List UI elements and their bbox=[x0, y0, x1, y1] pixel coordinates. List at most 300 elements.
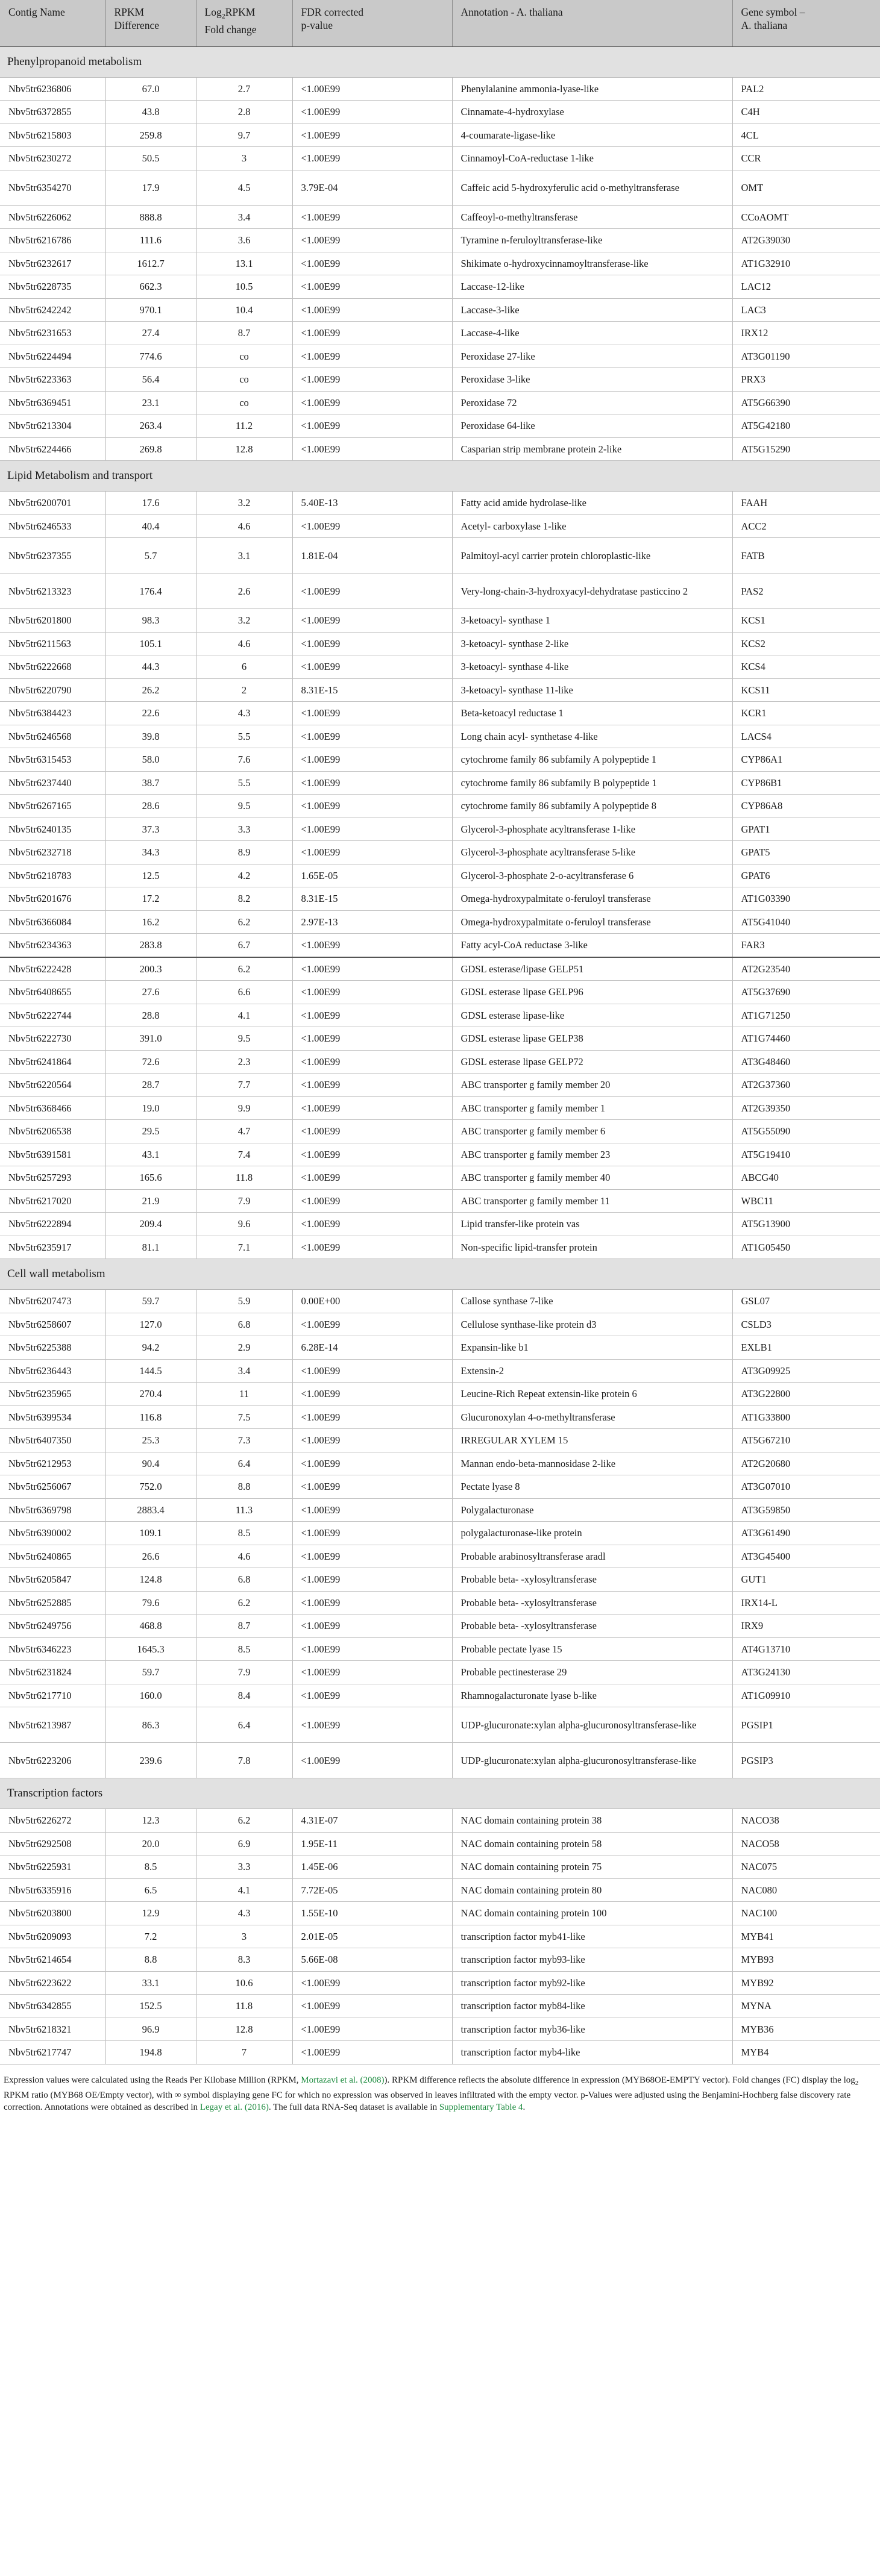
cell-rpkm-difference: 774.6 bbox=[105, 345, 196, 368]
cell-annotation: Non-specific lipid-transfer protein bbox=[452, 1236, 732, 1259]
cell-annotation: Probable beta- -xylosyltransferase bbox=[452, 1591, 732, 1615]
cell-contig-name: Nbv5tr6231824 bbox=[0, 1661, 105, 1684]
cell-rpkm-difference: 160.0 bbox=[105, 1684, 196, 1707]
section-title: Transcription factors bbox=[0, 1778, 880, 1809]
cell-contig-name: Nbv5tr6214654 bbox=[0, 1948, 105, 1972]
cell-contig-name: Nbv5tr6222730 bbox=[0, 1027, 105, 1051]
cell-annotation: cytochrome family 86 subfamily A polypeptide 1 bbox=[452, 748, 732, 772]
table-row bbox=[0, 1878, 880, 1902]
table-row bbox=[0, 1591, 880, 1615]
cell-fdr-pvalue: <1.00E99 bbox=[292, 101, 452, 124]
table-footnote: Expression values were calculated using the Reads Per Kilobase Million (RPKM, Mortazavi et al. (2008)). RPKM difference reflects the absolute difference in expression (MYB68OE-EMPTY vector). Fold changes (FC) display the $\log_2$ RPKM ratio (MYB68 OE/Empty vector), with ∞ symbol displaying gene FC for which no expression was observed in leaves infiltrated with the empty vector. p-Values were adjusted using the Benjamini-Hochberg false discovery rate correction. Annotations were obtained as described in Legay et al. (2016). The full data RNA-Seq dataset is available in Supplementary Table 4. bbox=[4, 2075, 859, 2112]
cell-contig-name: Nbv5tr6235965 bbox=[0, 1383, 105, 1406]
table-row bbox=[0, 1213, 880, 1236]
cell-rpkm-difference: 38.7 bbox=[105, 771, 196, 795]
cell-rpkm-difference: 28.7 bbox=[105, 1074, 196, 1097]
cell-fold-change: 7.9 bbox=[196, 1189, 292, 1213]
supplementary-table-link[interactable]: Supplementary Table 4 bbox=[439, 2102, 523, 2112]
cell-contig-name: Nbv5tr6240135 bbox=[0, 818, 105, 841]
cell-fold-change: 6 bbox=[196, 655, 292, 679]
cell-fdr-pvalue: <1.00E99 bbox=[292, 1995, 452, 2018]
cell-fdr-pvalue: <1.00E99 bbox=[292, 1027, 452, 1051]
cell-contig-name: Nbv5tr6217747 bbox=[0, 2041, 105, 2065]
cell-contig-name: Nbv5tr6212953 bbox=[0, 1452, 105, 1475]
cell-fold-change: 2.7 bbox=[196, 77, 292, 101]
table-row bbox=[0, 1743, 880, 1778]
cell-rpkm-difference: 56.4 bbox=[105, 368, 196, 392]
cell-fold-change: 6.4 bbox=[196, 1707, 292, 1743]
cell-fdr-pvalue: <1.00E99 bbox=[292, 1143, 452, 1166]
cell-rpkm-difference: 40.4 bbox=[105, 514, 196, 538]
cell-gene-symbol: NACO38 bbox=[732, 1809, 880, 1833]
cell-rpkm-difference: 44.3 bbox=[105, 655, 196, 679]
table-row bbox=[0, 771, 880, 795]
cell-contig-name: Nbv5tr6369798 bbox=[0, 1498, 105, 1522]
cell-annotation: Peroxidase 64-like bbox=[452, 414, 732, 438]
cell-fold-change: co bbox=[196, 345, 292, 368]
cell-fold-change: 4.3 bbox=[196, 702, 292, 725]
cell-annotation: Glucuronoxylan 4-o-methyltransferase bbox=[452, 1405, 732, 1429]
cell-gene-symbol: CCR bbox=[732, 147, 880, 170]
cell-annotation: GDSL esterase lipase GELP38 bbox=[452, 1027, 732, 1051]
cell-fdr-pvalue: <1.00E99 bbox=[292, 702, 452, 725]
header-contig-name: Contig Name bbox=[0, 0, 105, 46]
ref-legay-link[interactable]: Legay et al. (2016) bbox=[200, 2102, 269, 2112]
table-row bbox=[0, 1615, 880, 1638]
cell-fdr-pvalue: 2.97E-13 bbox=[292, 910, 452, 934]
cell-contig-name: Nbv5tr6207473 bbox=[0, 1290, 105, 1313]
table-row bbox=[0, 1925, 880, 1948]
cell-annotation: Probable pectate lyase 15 bbox=[452, 1637, 732, 1661]
cell-fold-change: 8.7 bbox=[196, 322, 292, 345]
cell-contig-name: Nbv5tr6223622 bbox=[0, 1971, 105, 1995]
cell-rpkm-difference: 43.1 bbox=[105, 1143, 196, 1166]
cell-gene-symbol: GUT1 bbox=[732, 1568, 880, 1592]
cell-annotation: Pectate lyase 8 bbox=[452, 1475, 732, 1499]
cell-annotation: Probable beta- -xylosyltransferase bbox=[452, 1615, 732, 1638]
cell-fdr-pvalue: <1.00E99 bbox=[292, 725, 452, 748]
cell-contig-name: Nbv5tr6390002 bbox=[0, 1522, 105, 1545]
cell-annotation: transcription factor myb36-like bbox=[452, 2018, 732, 2041]
cell-contig-name: Nbv5tr6225388 bbox=[0, 1336, 105, 1360]
cell-rpkm-difference: 50.5 bbox=[105, 147, 196, 170]
cell-gene-symbol: AT1G33800 bbox=[732, 1405, 880, 1429]
table-row bbox=[0, 147, 880, 170]
table-row bbox=[0, 1545, 880, 1568]
cell-rpkm-difference: 17.9 bbox=[105, 170, 196, 205]
cell-contig-name: Nbv5tr6217710 bbox=[0, 1684, 105, 1707]
cell-fold-change: 6.2 bbox=[196, 957, 292, 981]
cell-annotation: Very-long-chain-3-hydroxyacyl-dehydratase pasticcino 2 bbox=[452, 574, 732, 609]
cell-annotation: Callose synthase 7-like bbox=[452, 1290, 732, 1313]
cell-rpkm-difference: 59.7 bbox=[105, 1661, 196, 1684]
section-header bbox=[0, 1778, 880, 1809]
cell-fold-change: 6.2 bbox=[196, 1809, 292, 1833]
ref-mortazavi-link[interactable]: Mortazavi et al. (2008) bbox=[301, 2075, 385, 2085]
cell-annotation: 3-ketoacyl- synthase 1 bbox=[452, 609, 732, 633]
cell-rpkm-difference: 20.0 bbox=[105, 1832, 196, 1855]
cell-contig-name: Nbv5tr6213304 bbox=[0, 414, 105, 438]
table-row bbox=[0, 1637, 880, 1661]
cell-fdr-pvalue: <1.00E99 bbox=[292, 1166, 452, 1190]
cell-gene-symbol: GPAT6 bbox=[732, 864, 880, 887]
cell-annotation: 3-ketoacyl- synthase 4-like bbox=[452, 655, 732, 679]
cell-fdr-pvalue: 4.31E-07 bbox=[292, 1809, 452, 1833]
cell-fold-change: 7.4 bbox=[196, 1143, 292, 1166]
cell-fold-change: 10.4 bbox=[196, 298, 292, 322]
cell-rpkm-difference: 28.8 bbox=[105, 1004, 196, 1027]
cell-rpkm-difference: 662.3 bbox=[105, 275, 196, 299]
cell-rpkm-difference: 12.3 bbox=[105, 1809, 196, 1833]
table-row bbox=[0, 1995, 880, 2018]
table-row bbox=[0, 1166, 880, 1190]
cell-fdr-pvalue: <1.00E99 bbox=[292, 1522, 452, 1545]
cell-fdr-pvalue: <1.00E99 bbox=[292, 123, 452, 147]
cell-contig-name: Nbv5tr6220564 bbox=[0, 1074, 105, 1097]
cell-annotation: Acetyl- carboxylase 1-like bbox=[452, 514, 732, 538]
cell-contig-name: Nbv5tr6234363 bbox=[0, 934, 105, 957]
cell-rpkm-difference: 17.2 bbox=[105, 887, 196, 911]
table-header bbox=[0, 0, 880, 46]
table-row bbox=[0, 655, 880, 679]
cell-fdr-pvalue: <1.00E99 bbox=[292, 147, 452, 170]
cell-fold-change: 8.5 bbox=[196, 1637, 292, 1661]
cell-fold-change: 6.7 bbox=[196, 934, 292, 957]
cell-rpkm-difference: 29.5 bbox=[105, 1120, 196, 1143]
cell-rpkm-difference: 263.4 bbox=[105, 414, 196, 438]
cell-contig-name: Nbv5tr6215803 bbox=[0, 123, 105, 147]
cell-annotation: NAC domain containing protein 75 bbox=[452, 1855, 732, 1879]
cell-gene-symbol: IRX9 bbox=[732, 1615, 880, 1638]
cell-fold-change: 2.6 bbox=[196, 574, 292, 609]
cell-annotation: Glycerol-3-phosphate 2-o-acyltransferase 6 bbox=[452, 864, 732, 887]
cell-contig-name: Nbv5tr6224466 bbox=[0, 437, 105, 461]
cell-fold-change: 3.6 bbox=[196, 229, 292, 252]
cell-fdr-pvalue: <1.00E99 bbox=[292, 1545, 452, 1568]
cell-annotation: transcription factor myb41-like bbox=[452, 1925, 732, 1948]
cell-gene-symbol: CSLD3 bbox=[732, 1313, 880, 1336]
section-header bbox=[0, 46, 880, 77]
table-row bbox=[0, 368, 880, 392]
cell-contig-name: Nbv5tr6211563 bbox=[0, 632, 105, 655]
cell-fold-change: 6.9 bbox=[196, 1832, 292, 1855]
cell-rpkm-difference: 176.4 bbox=[105, 574, 196, 609]
cell-rpkm-difference: 22.6 bbox=[105, 702, 196, 725]
cell-gene-symbol: KCR1 bbox=[732, 702, 880, 725]
cell-fold-change: 6.4 bbox=[196, 1452, 292, 1475]
table-row bbox=[0, 818, 880, 841]
cell-fold-change: 12.8 bbox=[196, 437, 292, 461]
cell-contig-name: Nbv5tr6225931 bbox=[0, 1855, 105, 1879]
cell-fold-change: 12.8 bbox=[196, 2018, 292, 2041]
cell-gene-symbol: PRX3 bbox=[732, 368, 880, 392]
cell-fdr-pvalue: <1.00E99 bbox=[292, 414, 452, 438]
cell-contig-name: Nbv5tr6222668 bbox=[0, 655, 105, 679]
cell-annotation: polygalacturonase-like protein bbox=[452, 1522, 732, 1545]
cell-annotation: 3-ketoacyl- synthase 11-like bbox=[452, 678, 732, 702]
cell-fdr-pvalue: <1.00E99 bbox=[292, 1637, 452, 1661]
cell-annotation: Palmitoyl-acyl carrier protein chloroplastic-like bbox=[452, 538, 732, 574]
cell-fdr-pvalue: 7.72E-05 bbox=[292, 1878, 452, 1902]
cell-rpkm-difference: 105.1 bbox=[105, 632, 196, 655]
table-row bbox=[0, 205, 880, 229]
cell-gene-symbol: AT3G45400 bbox=[732, 1545, 880, 1568]
cell-rpkm-difference: 109.1 bbox=[105, 1522, 196, 1545]
cell-contig-name: Nbv5tr6408655 bbox=[0, 981, 105, 1004]
cell-fold-change: 8.2 bbox=[196, 887, 292, 911]
cell-annotation: Probable pectinesterase 29 bbox=[452, 1661, 732, 1684]
cell-contig-name: Nbv5tr6252885 bbox=[0, 1591, 105, 1615]
cell-contig-name: Nbv5tr6368466 bbox=[0, 1096, 105, 1120]
cell-rpkm-difference: 752.0 bbox=[105, 1475, 196, 1499]
cell-fdr-pvalue: 5.40E-13 bbox=[292, 492, 452, 515]
cell-rpkm-difference: 37.3 bbox=[105, 818, 196, 841]
cell-fold-change: 7.9 bbox=[196, 1661, 292, 1684]
cell-rpkm-difference: 111.6 bbox=[105, 229, 196, 252]
cell-rpkm-difference: 39.8 bbox=[105, 725, 196, 748]
table-row bbox=[0, 1498, 880, 1522]
cell-fold-change: 9.6 bbox=[196, 1213, 292, 1236]
cell-gene-symbol: CYP86A1 bbox=[732, 748, 880, 772]
cell-gene-symbol: AT2G39030 bbox=[732, 229, 880, 252]
cell-contig-name: Nbv5tr6354270 bbox=[0, 170, 105, 205]
cell-contig-name: Nbv5tr6216786 bbox=[0, 229, 105, 252]
cell-gene-symbol: GPAT5 bbox=[732, 841, 880, 864]
cell-fdr-pvalue: 6.28E-14 bbox=[292, 1336, 452, 1360]
cell-gene-symbol: NAC075 bbox=[732, 1855, 880, 1879]
cell-contig-name: Nbv5tr6235917 bbox=[0, 1236, 105, 1259]
cell-rpkm-difference: 86.3 bbox=[105, 1707, 196, 1743]
cell-annotation: Expansin-like b1 bbox=[452, 1336, 732, 1360]
cell-annotation: Laccase-3-like bbox=[452, 298, 732, 322]
cell-gene-symbol: AT1G09910 bbox=[732, 1684, 880, 1707]
cell-fdr-pvalue: <1.00E99 bbox=[292, 1475, 452, 1499]
cell-fdr-pvalue: <1.00E99 bbox=[292, 1236, 452, 1259]
cell-contig-name: Nbv5tr6246568 bbox=[0, 725, 105, 748]
cell-fdr-pvalue: <1.00E99 bbox=[292, 771, 452, 795]
cell-contig-name: Nbv5tr6384423 bbox=[0, 702, 105, 725]
cell-contig-name: Nbv5tr6205847 bbox=[0, 1568, 105, 1592]
section-title: Cell wall metabolism bbox=[0, 1259, 880, 1290]
cell-annotation: Probable beta- -xylosyltransferase bbox=[452, 1568, 732, 1592]
cell-fdr-pvalue: <1.00E99 bbox=[292, 818, 452, 841]
cell-annotation: Phenylalanine ammonia-lyase-like bbox=[452, 77, 732, 101]
cell-gene-symbol: CCoAOMT bbox=[732, 205, 880, 229]
cell-fold-change: 3.4 bbox=[196, 1359, 292, 1383]
cell-fdr-pvalue: <1.00E99 bbox=[292, 1313, 452, 1336]
cell-gene-symbol: WBC11 bbox=[732, 1189, 880, 1213]
cell-fold-change: 3.2 bbox=[196, 492, 292, 515]
cell-annotation: ABC transporter g family member 6 bbox=[452, 1120, 732, 1143]
cell-fold-change: 7.5 bbox=[196, 1405, 292, 1429]
cell-fdr-pvalue: <1.00E99 bbox=[292, 77, 452, 101]
cell-rpkm-difference: 124.8 bbox=[105, 1568, 196, 1592]
table-row bbox=[0, 101, 880, 124]
cell-fdr-pvalue: <1.00E99 bbox=[292, 1050, 452, 1074]
cell-rpkm-difference: 19.0 bbox=[105, 1096, 196, 1120]
cell-rpkm-difference: 27.6 bbox=[105, 981, 196, 1004]
cell-fold-change: 7.3 bbox=[196, 1429, 292, 1452]
cell-gene-symbol: KCS11 bbox=[732, 678, 880, 702]
table-row bbox=[0, 1832, 880, 1855]
cell-rpkm-difference: 34.3 bbox=[105, 841, 196, 864]
cell-rpkm-difference: 152.5 bbox=[105, 1995, 196, 2018]
cell-fdr-pvalue: 1.65E-05 bbox=[292, 864, 452, 887]
cell-fold-change: co bbox=[196, 368, 292, 392]
cell-gene-symbol: AT5G19410 bbox=[732, 1143, 880, 1166]
cell-contig-name: Nbv5tr6335916 bbox=[0, 1878, 105, 1902]
cell-annotation: Glycerol-3-phosphate acyltransferase 5-like bbox=[452, 841, 732, 864]
table-row bbox=[0, 1074, 880, 1097]
cell-annotation: IRREGULAR XYLEM 15 bbox=[452, 1429, 732, 1452]
table-row bbox=[0, 574, 880, 609]
cell-fold-change: 11.2 bbox=[196, 414, 292, 438]
cell-fold-change: 8.5 bbox=[196, 1522, 292, 1545]
cell-contig-name: Nbv5tr6222744 bbox=[0, 1004, 105, 1027]
cell-fdr-pvalue: 5.66E-08 bbox=[292, 1948, 452, 1972]
cell-gene-symbol: PAS2 bbox=[732, 574, 880, 609]
cell-fold-change: 11.8 bbox=[196, 1995, 292, 2018]
cell-rpkm-difference: 12.9 bbox=[105, 1902, 196, 1925]
cell-contig-name: Nbv5tr6241864 bbox=[0, 1050, 105, 1074]
cell-fold-change: 8.8 bbox=[196, 1475, 292, 1499]
cell-contig-name: Nbv5tr6209093 bbox=[0, 1925, 105, 1948]
cell-rpkm-difference: 23.1 bbox=[105, 391, 196, 414]
cell-fdr-pvalue: <1.00E99 bbox=[292, 229, 452, 252]
cell-fold-change: 2 bbox=[196, 678, 292, 702]
table-row bbox=[0, 322, 880, 345]
cell-contig-name: Nbv5tr6267165 bbox=[0, 795, 105, 818]
table-row bbox=[0, 632, 880, 655]
cell-gene-symbol: AT1G71250 bbox=[732, 1004, 880, 1027]
cell-gene-symbol: C4H bbox=[732, 101, 880, 124]
table-row bbox=[0, 887, 880, 911]
cell-fold-change: 3 bbox=[196, 147, 292, 170]
cell-fdr-pvalue: <1.00E99 bbox=[292, 1383, 452, 1406]
cell-contig-name: Nbv5tr6258607 bbox=[0, 1313, 105, 1336]
cell-gene-symbol: AT3G59850 bbox=[732, 1498, 880, 1522]
table-row bbox=[0, 981, 880, 1004]
cell-fold-change: 4.7 bbox=[196, 1120, 292, 1143]
cell-annotation: Caffeoyl-o-methyltransferase bbox=[452, 205, 732, 229]
table-row bbox=[0, 1383, 880, 1406]
cell-annotation: Beta-ketoacyl reductase 1 bbox=[452, 702, 732, 725]
cell-gene-symbol: OMT bbox=[732, 170, 880, 205]
cell-fold-change: 9.7 bbox=[196, 123, 292, 147]
cell-contig-name: Nbv5tr6240865 bbox=[0, 1545, 105, 1568]
cell-contig-name: Nbv5tr6366084 bbox=[0, 910, 105, 934]
cell-fold-change: 2.9 bbox=[196, 1336, 292, 1360]
cell-contig-name: Nbv5tr6346223 bbox=[0, 1637, 105, 1661]
section-header bbox=[0, 461, 880, 492]
cell-annotation: transcription factor myb92-like bbox=[452, 1971, 732, 1995]
table-body bbox=[0, 46, 880, 2064]
table-row bbox=[0, 1661, 880, 1684]
cell-rpkm-difference: 127.0 bbox=[105, 1313, 196, 1336]
cell-rpkm-difference: 67.0 bbox=[105, 77, 196, 101]
cell-rpkm-difference: 468.8 bbox=[105, 1615, 196, 1638]
cell-fold-change: 11 bbox=[196, 1383, 292, 1406]
cell-gene-symbol: AT3G48460 bbox=[732, 1050, 880, 1074]
cell-rpkm-difference: 144.5 bbox=[105, 1359, 196, 1383]
cell-fdr-pvalue: <1.00E99 bbox=[292, 1359, 452, 1383]
cell-fold-change: 7.7 bbox=[196, 1074, 292, 1097]
cell-fdr-pvalue: <1.00E99 bbox=[292, 275, 452, 299]
cell-rpkm-difference: 200.3 bbox=[105, 957, 196, 981]
cell-annotation: Tyramine n-feruloyltransferase-like bbox=[452, 229, 732, 252]
cell-fdr-pvalue: <1.00E99 bbox=[292, 934, 452, 957]
cell-fold-change: 4.6 bbox=[196, 514, 292, 538]
cell-fdr-pvalue: <1.00E99 bbox=[292, 748, 452, 772]
cell-gene-symbol: MYB36 bbox=[732, 2018, 880, 2041]
cell-fdr-pvalue: <1.00E99 bbox=[292, 1971, 452, 1995]
cell-rpkm-difference: 6.5 bbox=[105, 1878, 196, 1902]
cell-fdr-pvalue: <1.00E99 bbox=[292, 2041, 452, 2065]
cell-rpkm-difference: 8.8 bbox=[105, 1948, 196, 1972]
cell-annotation: Laccase-4-like bbox=[452, 322, 732, 345]
cell-fdr-pvalue: <1.00E99 bbox=[292, 298, 452, 322]
cell-rpkm-difference: 79.6 bbox=[105, 1591, 196, 1615]
table-row bbox=[0, 1522, 880, 1545]
cell-fdr-pvalue: <1.00E99 bbox=[292, 2018, 452, 2041]
header-fdr-pvalue: FDR corrected p-value bbox=[292, 0, 452, 46]
cell-gene-symbol: AT5G37690 bbox=[732, 981, 880, 1004]
cell-gene-symbol: LACS4 bbox=[732, 725, 880, 748]
cell-fold-change: 3.4 bbox=[196, 205, 292, 229]
cell-annotation: UDP-glucuronate:xylan alpha-glucuronosyltransferase-like bbox=[452, 1707, 732, 1743]
cell-rpkm-difference: 2883.4 bbox=[105, 1498, 196, 1522]
cell-contig-name: Nbv5tr6223206 bbox=[0, 1743, 105, 1778]
cell-gene-symbol: KCS2 bbox=[732, 632, 880, 655]
cell-fdr-pvalue: <1.00E99 bbox=[292, 1405, 452, 1429]
cell-contig-name: Nbv5tr6220790 bbox=[0, 678, 105, 702]
cell-rpkm-difference: 26.6 bbox=[105, 1545, 196, 1568]
cell-fold-change: 6.8 bbox=[196, 1568, 292, 1592]
cell-contig-name: Nbv5tr6223363 bbox=[0, 368, 105, 392]
cell-fold-change: 2.3 bbox=[196, 1050, 292, 1074]
cell-fold-change: 3.2 bbox=[196, 609, 292, 633]
cell-gene-symbol: AT1G05450 bbox=[732, 1236, 880, 1259]
header-fold-change: Log$_2$RPKM Fold change bbox=[196, 0, 292, 46]
cell-fdr-pvalue: <1.00E99 bbox=[292, 841, 452, 864]
table-row bbox=[0, 1120, 880, 1143]
cell-annotation: Lipid transfer-like protein vas bbox=[452, 1213, 732, 1236]
cell-fdr-pvalue: 3.79E-04 bbox=[292, 170, 452, 205]
table-row bbox=[0, 514, 880, 538]
cell-fold-change: 6.2 bbox=[196, 1591, 292, 1615]
table-row bbox=[0, 437, 880, 461]
cell-rpkm-difference: 17.6 bbox=[105, 492, 196, 515]
cell-rpkm-difference: 16.2 bbox=[105, 910, 196, 934]
cell-gene-symbol: NACO58 bbox=[732, 1832, 880, 1855]
cell-fold-change: co bbox=[196, 391, 292, 414]
cell-fdr-pvalue: <1.00E99 bbox=[292, 655, 452, 679]
cell-rpkm-difference: 165.6 bbox=[105, 1166, 196, 1190]
table-row bbox=[0, 170, 880, 205]
table-row bbox=[0, 275, 880, 299]
cell-contig-name: Nbv5tr6232718 bbox=[0, 841, 105, 864]
cell-annotation: Omega-hydroxypalmitate o-feruloyl transferase bbox=[452, 887, 732, 911]
cell-fold-change: 10.6 bbox=[196, 1971, 292, 1995]
cell-rpkm-difference: 96.9 bbox=[105, 2018, 196, 2041]
cell-annotation: cytochrome family 86 subfamily B polypeptide 1 bbox=[452, 771, 732, 795]
cell-annotation: GDSL esterase lipase GELP72 bbox=[452, 1050, 732, 1074]
cell-contig-name: Nbv5tr6232617 bbox=[0, 252, 105, 275]
cell-rpkm-difference: 21.9 bbox=[105, 1189, 196, 1213]
cell-rpkm-difference: 391.0 bbox=[105, 1027, 196, 1051]
cell-gene-symbol: MYB41 bbox=[732, 1925, 880, 1948]
cell-gene-symbol: AT2G37360 bbox=[732, 1074, 880, 1097]
